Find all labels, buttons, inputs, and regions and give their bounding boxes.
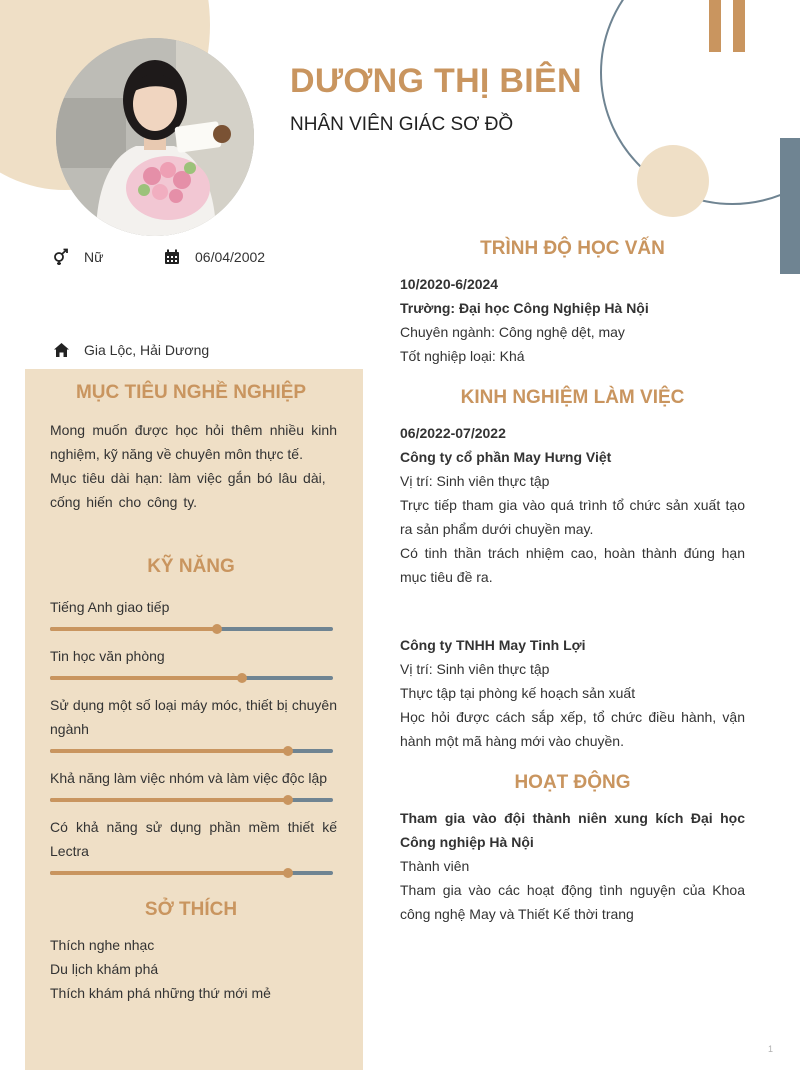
objective-line-1: Mong muốn được học hỏi thêm nhiều kinh nghiệm, kỹ năng về chuyên môn thực tế. xyxy=(50,422,337,462)
job1-company: Công ty cổ phần May Hưng Việt xyxy=(400,449,612,465)
skill-bar-fill xyxy=(50,749,288,753)
skill-bar xyxy=(50,749,333,753)
skill-bar xyxy=(50,676,333,680)
education-title: TRÌNH ĐỘ HỌC VẤN xyxy=(480,238,665,259)
skill-bar xyxy=(50,627,333,631)
skill-bar xyxy=(50,871,333,875)
job1-position: Vị trí: Sinh viên thực tập xyxy=(400,473,550,489)
education-period: 10/2020-6/2024 xyxy=(400,276,499,292)
skills-title: KỸ NĂNG xyxy=(147,556,235,577)
contact-gender xyxy=(52,248,103,266)
hobbies-title: SỞ THÍCH xyxy=(144,899,238,920)
skill-bar-fill xyxy=(50,798,288,802)
candidate-name: DƯƠNG THỊ BIÊN xyxy=(290,62,582,100)
skill-label: Sử dụng một số loại máy móc, thiết bị chuyên ngành xyxy=(50,697,337,737)
objective-title: MỤC TIÊU NGHỀ NGHIỆP xyxy=(75,382,307,403)
decor-bar-right xyxy=(733,0,745,52)
decor-beige-dot xyxy=(637,145,709,217)
education-school: Trường: Đại học Công Nghiệp Hà Nội xyxy=(400,300,649,316)
skill-label: Tin học văn phòng xyxy=(50,648,165,664)
job1-period: 06/2022-07/2022 xyxy=(400,425,506,441)
skill-bar-fill xyxy=(50,871,288,875)
skill-label: Có khả năng sử dụng phần mềm thiết kế Lectra xyxy=(50,819,337,859)
education-grade: Tốt nghiệp loại: Khá xyxy=(400,348,525,364)
skill-bar-fill xyxy=(50,627,217,631)
contact-dob xyxy=(163,248,265,266)
dob-value: 06/04/2002 xyxy=(195,249,266,265)
gender-value: Nữ xyxy=(84,249,104,265)
skill-bar xyxy=(50,798,333,802)
page-number: 1 xyxy=(768,1044,774,1054)
profile-photo xyxy=(56,38,254,236)
hobby-item: Thích khám phá những thứ mới mẻ xyxy=(50,985,271,1001)
home-icon xyxy=(52,341,70,359)
hobby-item: Du lịch khám phá xyxy=(50,961,159,977)
job-title: NHÂN VIÊN GIÁC SƠ ĐỒ xyxy=(290,114,514,135)
decor-bar-left xyxy=(709,0,721,52)
activities-title: HOẠT ĐỘNG xyxy=(514,772,631,793)
decor-side-tab xyxy=(780,138,800,274)
skill-bar-knob xyxy=(212,624,222,634)
activity-role: Thành viên xyxy=(400,858,470,874)
job2-company: Công ty TNHH May Tinh Lợi xyxy=(400,637,586,653)
job1-desc-1: Trực tiếp tham gia vào quá trình tổ chức sản xuất tạo ra sản phẩm dưới chuyền may. xyxy=(400,497,745,537)
hobby-item: Thích nghe nhạc xyxy=(50,937,155,953)
skill-bar-knob xyxy=(283,868,293,878)
objective-line-2: Mục tiêu dài hạn: làm việc gắn bó lâu dài, cống hiến cho công ty. xyxy=(50,470,326,510)
skill-label: Tiếng Anh giao tiếp xyxy=(50,599,170,615)
activity-org: Tham gia vào đội thành niên xung kích Đại học Công nghiệp Hà Nội xyxy=(400,810,745,850)
activity-desc: Tham gia vào các hoạt động tình nguyện của Khoa công nghệ May và Thiết Kế thời trang xyxy=(400,882,745,922)
skill-bar-fill xyxy=(50,676,242,680)
experience-title: KINH NGHIỆM LÀM VIỆC xyxy=(460,387,685,408)
job1-desc-2: Có tinh thần trách nhiệm cao, hoàn thành đúng hạn mục tiêu đề ra. xyxy=(400,545,745,585)
profile-photo-illustration xyxy=(56,38,254,236)
address-value: Gia Lộc, Hải Dương xyxy=(84,342,210,358)
job2-desc-1: Thực tập tại phòng kế hoạch sản xuất xyxy=(400,685,636,701)
education-major: Chuyên ngành: Công nghệ dệt, may xyxy=(400,324,625,340)
skill-bar-knob xyxy=(283,746,293,756)
contact-address xyxy=(52,341,209,359)
skill-bar-knob xyxy=(283,795,293,805)
job2-desc-2: Học hỏi được cách sắp xếp, tổ chức điều hành, vận hành một mã hàng mới vào chuyền. xyxy=(400,709,745,749)
calendar-icon xyxy=(163,248,181,266)
job2-position: Vị trí: Sinh viên thực tập xyxy=(400,661,550,677)
skill-label: Khả năng làm việc nhóm và làm việc độc lập xyxy=(50,770,328,786)
gender-icon xyxy=(52,248,70,266)
